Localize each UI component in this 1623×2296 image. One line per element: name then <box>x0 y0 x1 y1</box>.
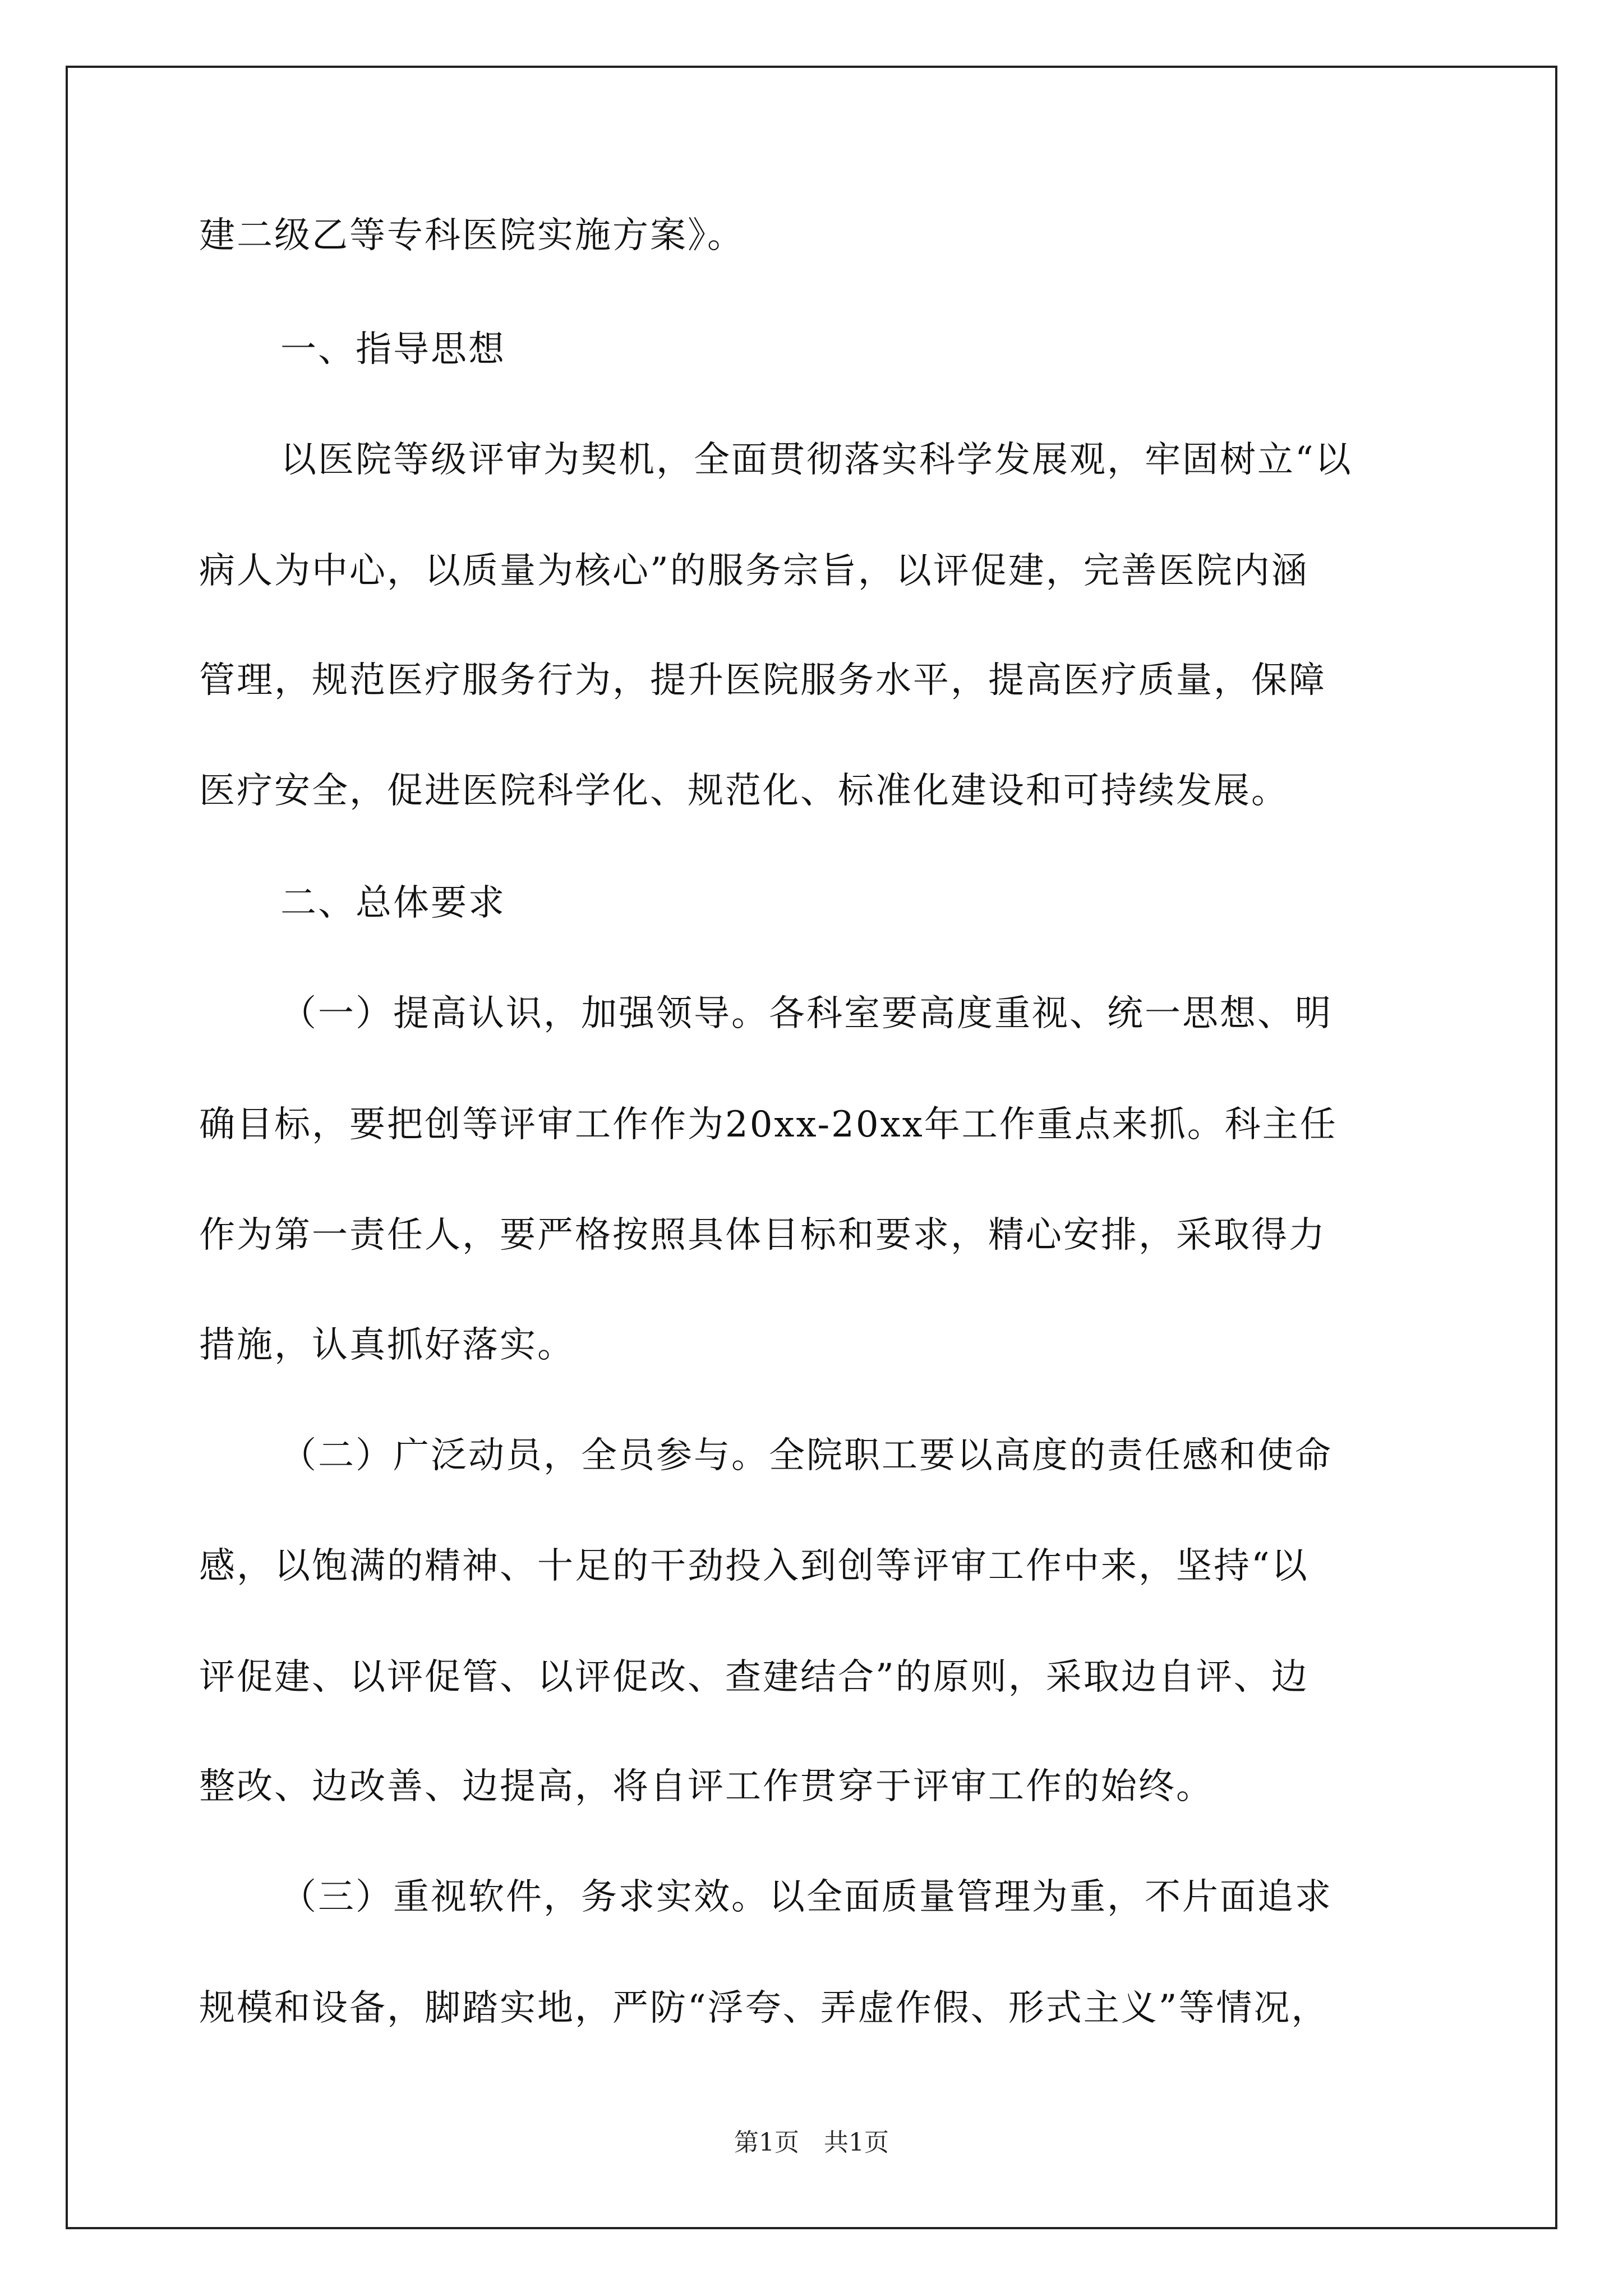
body-line-11: 措施，认真抓好落实。 <box>199 1324 575 1366</box>
body-line-14: 评促建、以评促管、以评促改、查建结合”的原则，采取边自评、边 <box>199 1657 1309 1698</box>
body-line-9: 确目标，要把创等评审工作作为20xx-20xx年工作重点来抓。科主任 <box>199 1104 1338 1145</box>
body-line-15: 整改、边改善、边提高，将自评工作贯穿于评审工作的始终。 <box>199 1766 1214 1807</box>
body-line-13: 感，以饱满的精神、十足的干劲投入到创等评审工作中来，坚持“以 <box>199 1545 1309 1587</box>
body-line-16: （三）重视软件，务求实效。以全面质量管理为重，不片面追求 <box>280 1876 1332 1918</box>
body-line-1: 建二级乙等专科医院实施方案》。 <box>199 215 745 256</box>
section-heading-guiding-ideology: 一、指导思想 <box>280 329 506 370</box>
body-line-10: 作为第一责任人，要严格按照具体目标和要求，精心安排，采取得力 <box>199 1214 1326 1256</box>
body-line-17: 规模和设备，脚踏实地，严防“浮夸、弄虚作假、形式主义”等情况， <box>199 1987 1329 2029</box>
body-line-8: （一）提高认识，加强领导。各科室要高度重视、统一思想、明 <box>280 993 1332 1034</box>
body-line-4: 病人为中心，以质量为核心”的服务宗旨，以评促建，完善医院内涵 <box>199 550 1309 592</box>
body-line-12: （二）广泛动员，全员参与。全院职工要以高度的责任感和使命 <box>280 1435 1332 1476</box>
page-footer: 第1页 共1页 <box>734 2128 889 2157</box>
body-line-5: 管理，规范医疗服务行为，提升医院服务水平，提高医疗质量，保障 <box>199 660 1326 701</box>
section-heading-overall-requirements: 二、总体要求 <box>280 882 506 924</box>
body-line-3: 以医院等级评审为契机，全面贯彻落实科学发展观，牢固树立“以 <box>280 439 1353 481</box>
body-line-6: 医疗安全，促进医院科学化、规范化、标准化建设和可持续发展。 <box>199 770 1289 812</box>
